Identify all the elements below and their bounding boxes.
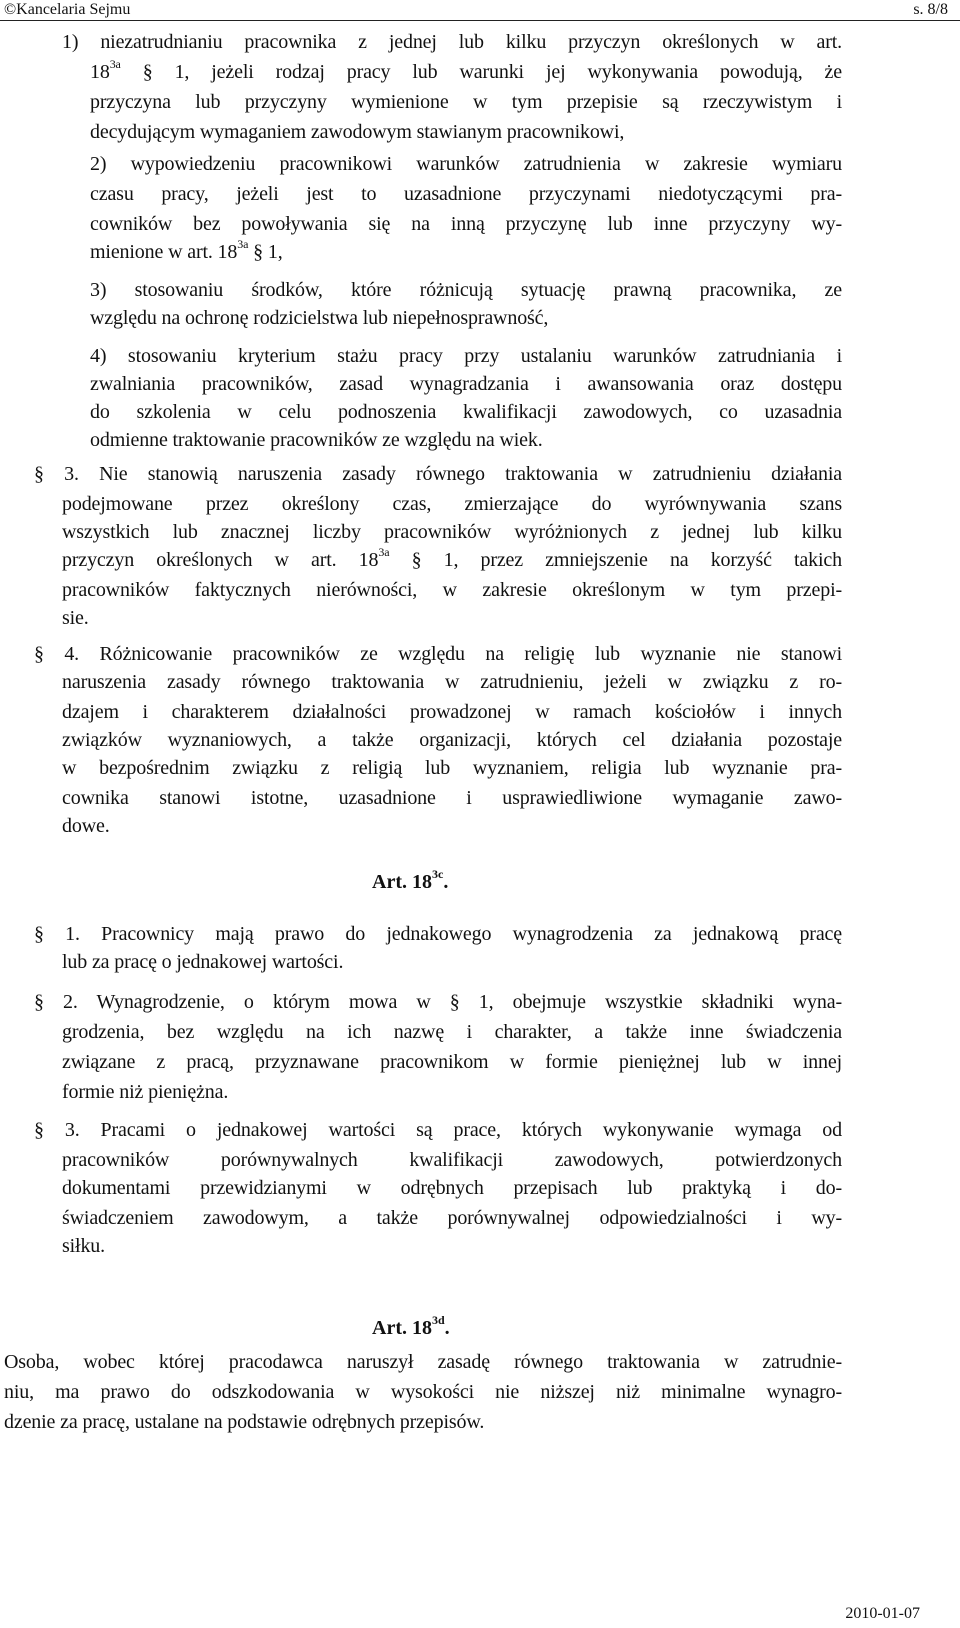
page-number: s. 8/8 xyxy=(913,1,948,18)
text-fragment: § 1, przez zmniejszenie na korzyść takich xyxy=(389,549,842,571)
superscript: 3a xyxy=(109,57,121,72)
text-line: lub za pracę o jednakowej wartości. xyxy=(62,951,344,973)
text-line: odmienne traktowanie pracowników ze względu na wiek. xyxy=(90,429,543,451)
text-line: podejmowane przez określony czas, zmierzające do wyrównywania szans xyxy=(62,493,842,515)
text-line: niu, ma prawo do odszkodowania w wysokości nie niższej niż minimalne wynagro- xyxy=(4,1381,842,1403)
text-line: § 2. Wynagrodzenie, o którym mowa w § 1, obejmuje wszystkie składniki wyna- xyxy=(34,991,842,1013)
text-line: 2) wypowiedzeniu pracownikowi warunków zatrudnienia w zakresie wymiaru xyxy=(90,153,842,175)
text-line: siłku. xyxy=(62,1235,105,1257)
text-line: sie. xyxy=(62,607,89,629)
text-line: dowe. xyxy=(62,815,110,837)
text-fragment: Art. 18 xyxy=(372,871,432,893)
superscript: 3c xyxy=(431,867,444,882)
text-fragment: § 1, xyxy=(248,241,283,263)
text-fragment: . xyxy=(443,871,449,893)
text-line: pracowników porównywalnych kwalifikacji zawodowych, potwierdzonych xyxy=(62,1149,842,1171)
text-fragment: przyczyn określonych w art. 18 xyxy=(62,549,379,571)
text-fragment: Art. 18 xyxy=(372,1317,432,1339)
text-line: formie niż pieniężna. xyxy=(62,1081,229,1103)
text-line: związków wyznaniowych, a także organizacji, których cel działania pozostaje xyxy=(62,729,842,751)
superscript: 3a xyxy=(378,545,390,560)
text-line: Osoba, wobec której pracodawca naruszył zasadę równego traktowania w zatrudnie- xyxy=(4,1351,842,1373)
text-line xyxy=(62,545,842,572)
text-line: 4) stosowaniu kryterium stażu pracy przy ustalaniu warunków zatrudniania i xyxy=(90,345,842,367)
text-line: pracowników faktycznych nierówności, w zakresie określonym w tym przepi- xyxy=(62,579,842,601)
text-line: dzenie za pracę, ustalane na podstawie odrębnych przepisów. xyxy=(4,1411,485,1433)
footer-date: 2010-01-07 xyxy=(845,1605,920,1622)
text-fragment: 18 xyxy=(90,61,110,83)
text-line: zwalniania pracowników, zasad wynagradzania i awansowania oraz dostępu xyxy=(90,373,842,395)
text-line: 3) stosowaniu środków, które różnicują sytuację prawną pracownika, ze xyxy=(90,279,842,301)
superscript: 3a xyxy=(237,237,249,252)
text-line: 1) niezatrudnianiu pracownika z jednej lub kilku przyczyn określonych w art. xyxy=(62,31,842,53)
text-line: § 1. Pracownicy mają prawo do jednakowego wynagrodzenia za jednakową pracę xyxy=(34,923,842,945)
text-line: cowników bez powoływania się na inną przyczynę lub inne przyczyny wy- xyxy=(90,213,842,235)
text-fragment: . xyxy=(444,1317,450,1339)
text-line: związane z pracą, przyznawane pracownikom w formie pieniężnej lub w innej xyxy=(62,1051,842,1073)
superscript: 3d xyxy=(431,1313,445,1328)
text-line: wszystkich lub znacznej liczby pracowników wyróżnionych z jednej lub kilku xyxy=(62,521,842,543)
header-source: ©Kancelaria Sejmu xyxy=(4,1,131,18)
text-line: naruszenia zasady równego traktowania w zatrudnieniu, jeżeli w związku z ro- xyxy=(62,671,842,693)
text-line: grodzenia, bez względu na ich nazwę i charakter, a także inne świadczenia xyxy=(62,1021,842,1043)
text-line: przyczyna lub przyczyny wymienione w tym przepisie są rzeczywistym i xyxy=(90,91,842,113)
article-heading xyxy=(372,867,449,894)
text-line: § 4. Różnicowanie pracowników ze względu na religię lub wyznanie nie stanowi xyxy=(34,643,842,665)
text-line: decydującym wymaganiem zawodowym stawianym pracownikowi, xyxy=(90,121,625,143)
text-line: § 3. Pracami o jednakowej wartości są prace, których wykonywanie wymaga od xyxy=(34,1119,842,1141)
article-heading xyxy=(372,1313,450,1340)
text-fragment: mienione w art. 18 xyxy=(90,241,238,263)
text-line: do szkolenia w celu podnoszenia kwalifikacji zawodowych, co uzasadnia xyxy=(90,401,842,423)
text-line xyxy=(90,57,842,84)
header-rule xyxy=(0,20,960,21)
text-line xyxy=(90,237,283,264)
text-line: czasu pracy, jeżeli jest to uzasadnione przyczynami niedotyczącymi pra- xyxy=(90,183,842,205)
text-line: względu na ochronę rodzicielstwa lub niepełnosprawność, xyxy=(90,307,549,329)
text-line: w bezpośrednim związku z religią lub wyznaniem, religia lub wyznanie pra- xyxy=(62,757,842,779)
text-line: dokumentami przewidzianymi w odrębnych przepisach lub praktyką i do- xyxy=(62,1177,842,1199)
text-fragment: § 1, jeżeli rodzaj pracy lub warunki jej wykonywania powodują, że xyxy=(120,61,842,83)
text-line: § 3. Nie stanowią naruszenia zasady równego traktowania w zatrudnieniu działania xyxy=(34,463,842,485)
text-line: dzajem i charakterem działalności prowadzonej w ramach kościołów i innych xyxy=(62,701,842,723)
text-line: cownika stanowi istotne, uzasadnione i usprawiedliwione wymaganie zawo- xyxy=(62,787,842,809)
text-line: świadczeniem zawodowym, a także porównywalnej odpowiedzialności i wy- xyxy=(62,1207,842,1229)
